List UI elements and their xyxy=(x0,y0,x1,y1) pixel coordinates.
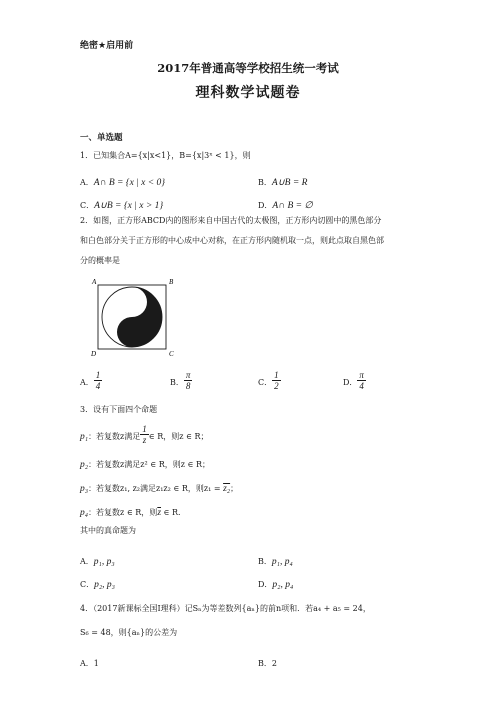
q4-stem-line-2: S₆ = 48，则{aₙ}的公差为 xyxy=(80,628,178,637)
q3-proposition-p1: p₁：若复数z满足 $\frac{1}{z}$ ∈ R，则z ∈ R； xyxy=(80,424,209,445)
vertex-label-c: C xyxy=(169,350,174,358)
q3-proposition-p2: p₂：若复数z满足z² ∈ R，则z ∈ R； xyxy=(80,460,210,470)
section-title: 一、单选题 xyxy=(80,133,123,143)
q1-option-a: A．A∩ B = {x | x < 0} xyxy=(80,178,166,188)
q2-option-a: A． $\frac{1}{4}$ xyxy=(80,370,101,391)
q1-stem: 1．已知集合A={x|x<1}，B={x|3ˣ < 1}，则 xyxy=(80,151,251,160)
vertex-label-b: B xyxy=(169,278,174,286)
subject-title: 理科数学试题卷 xyxy=(195,85,301,101)
q3-question: 其中的真命题为 xyxy=(80,526,136,535)
q4-stem-line-1: 4．（2017新课标全国Ⅰ理科）记Sₙ为等差数列{aₙ}的前n项和．若a₄ + a₅ = 24， xyxy=(80,604,371,613)
exam-title: 2017年普通高等学校招生统一考试 xyxy=(157,61,339,75)
q3-proposition-p3: p₃：若复数z₁, z₂满足z₁z₂ ∈ R，则z₁ = z₂； xyxy=(80,484,239,494)
q3-option-b: B．p₁, p₄ xyxy=(258,557,293,567)
confidential-mark: 绝密★启用前 xyxy=(80,41,134,51)
q2-option-b: B． $\frac{\pi}{8}$ xyxy=(170,370,191,391)
q1-option-c: C．A∪B = {x | x > 1} xyxy=(80,201,164,211)
q4-option-b: B．2 xyxy=(258,659,277,668)
taiji-symbol xyxy=(102,287,162,347)
q3-option-d: D．p₂, p₄ xyxy=(258,580,294,590)
q2-option-d: D． $\frac{\pi}{4}$ xyxy=(343,370,364,391)
q3-proposition-p4: p₄：若复数z ∈ R，则$\overline{z}$ ∈ R. xyxy=(80,508,181,518)
q1-option-d: D．A∩ B = ∅ xyxy=(258,201,313,211)
q4-option-a: A．1 xyxy=(80,659,99,668)
q1-option-b: B．A∪B = R xyxy=(258,178,308,188)
vertex-label-a: A xyxy=(92,278,97,286)
q2-option-c: C． $\frac{1}{2}$ xyxy=(258,370,279,391)
q3-stem: 3．设有下面四个命题 xyxy=(80,405,158,414)
q3-option-c: C．p₂, p₃ xyxy=(80,580,115,590)
q2-stem-line-1: 2．如图，正方形ABCD内的图形来自中国古代的太极图，正方形内切圆中的黑色部分 xyxy=(80,216,382,225)
taiji-square-figure xyxy=(90,276,180,358)
q2-stem-line-2: 和白色部分关于正方形的中心成中心对称，在正方形内随机取一点，则此点取自黑色部 xyxy=(80,236,384,245)
q2-stem-line-3: 分的概率是 xyxy=(80,256,120,265)
vertex-label-d: D xyxy=(91,350,97,358)
q3-option-a: A．p₁, p₃ xyxy=(80,557,115,567)
